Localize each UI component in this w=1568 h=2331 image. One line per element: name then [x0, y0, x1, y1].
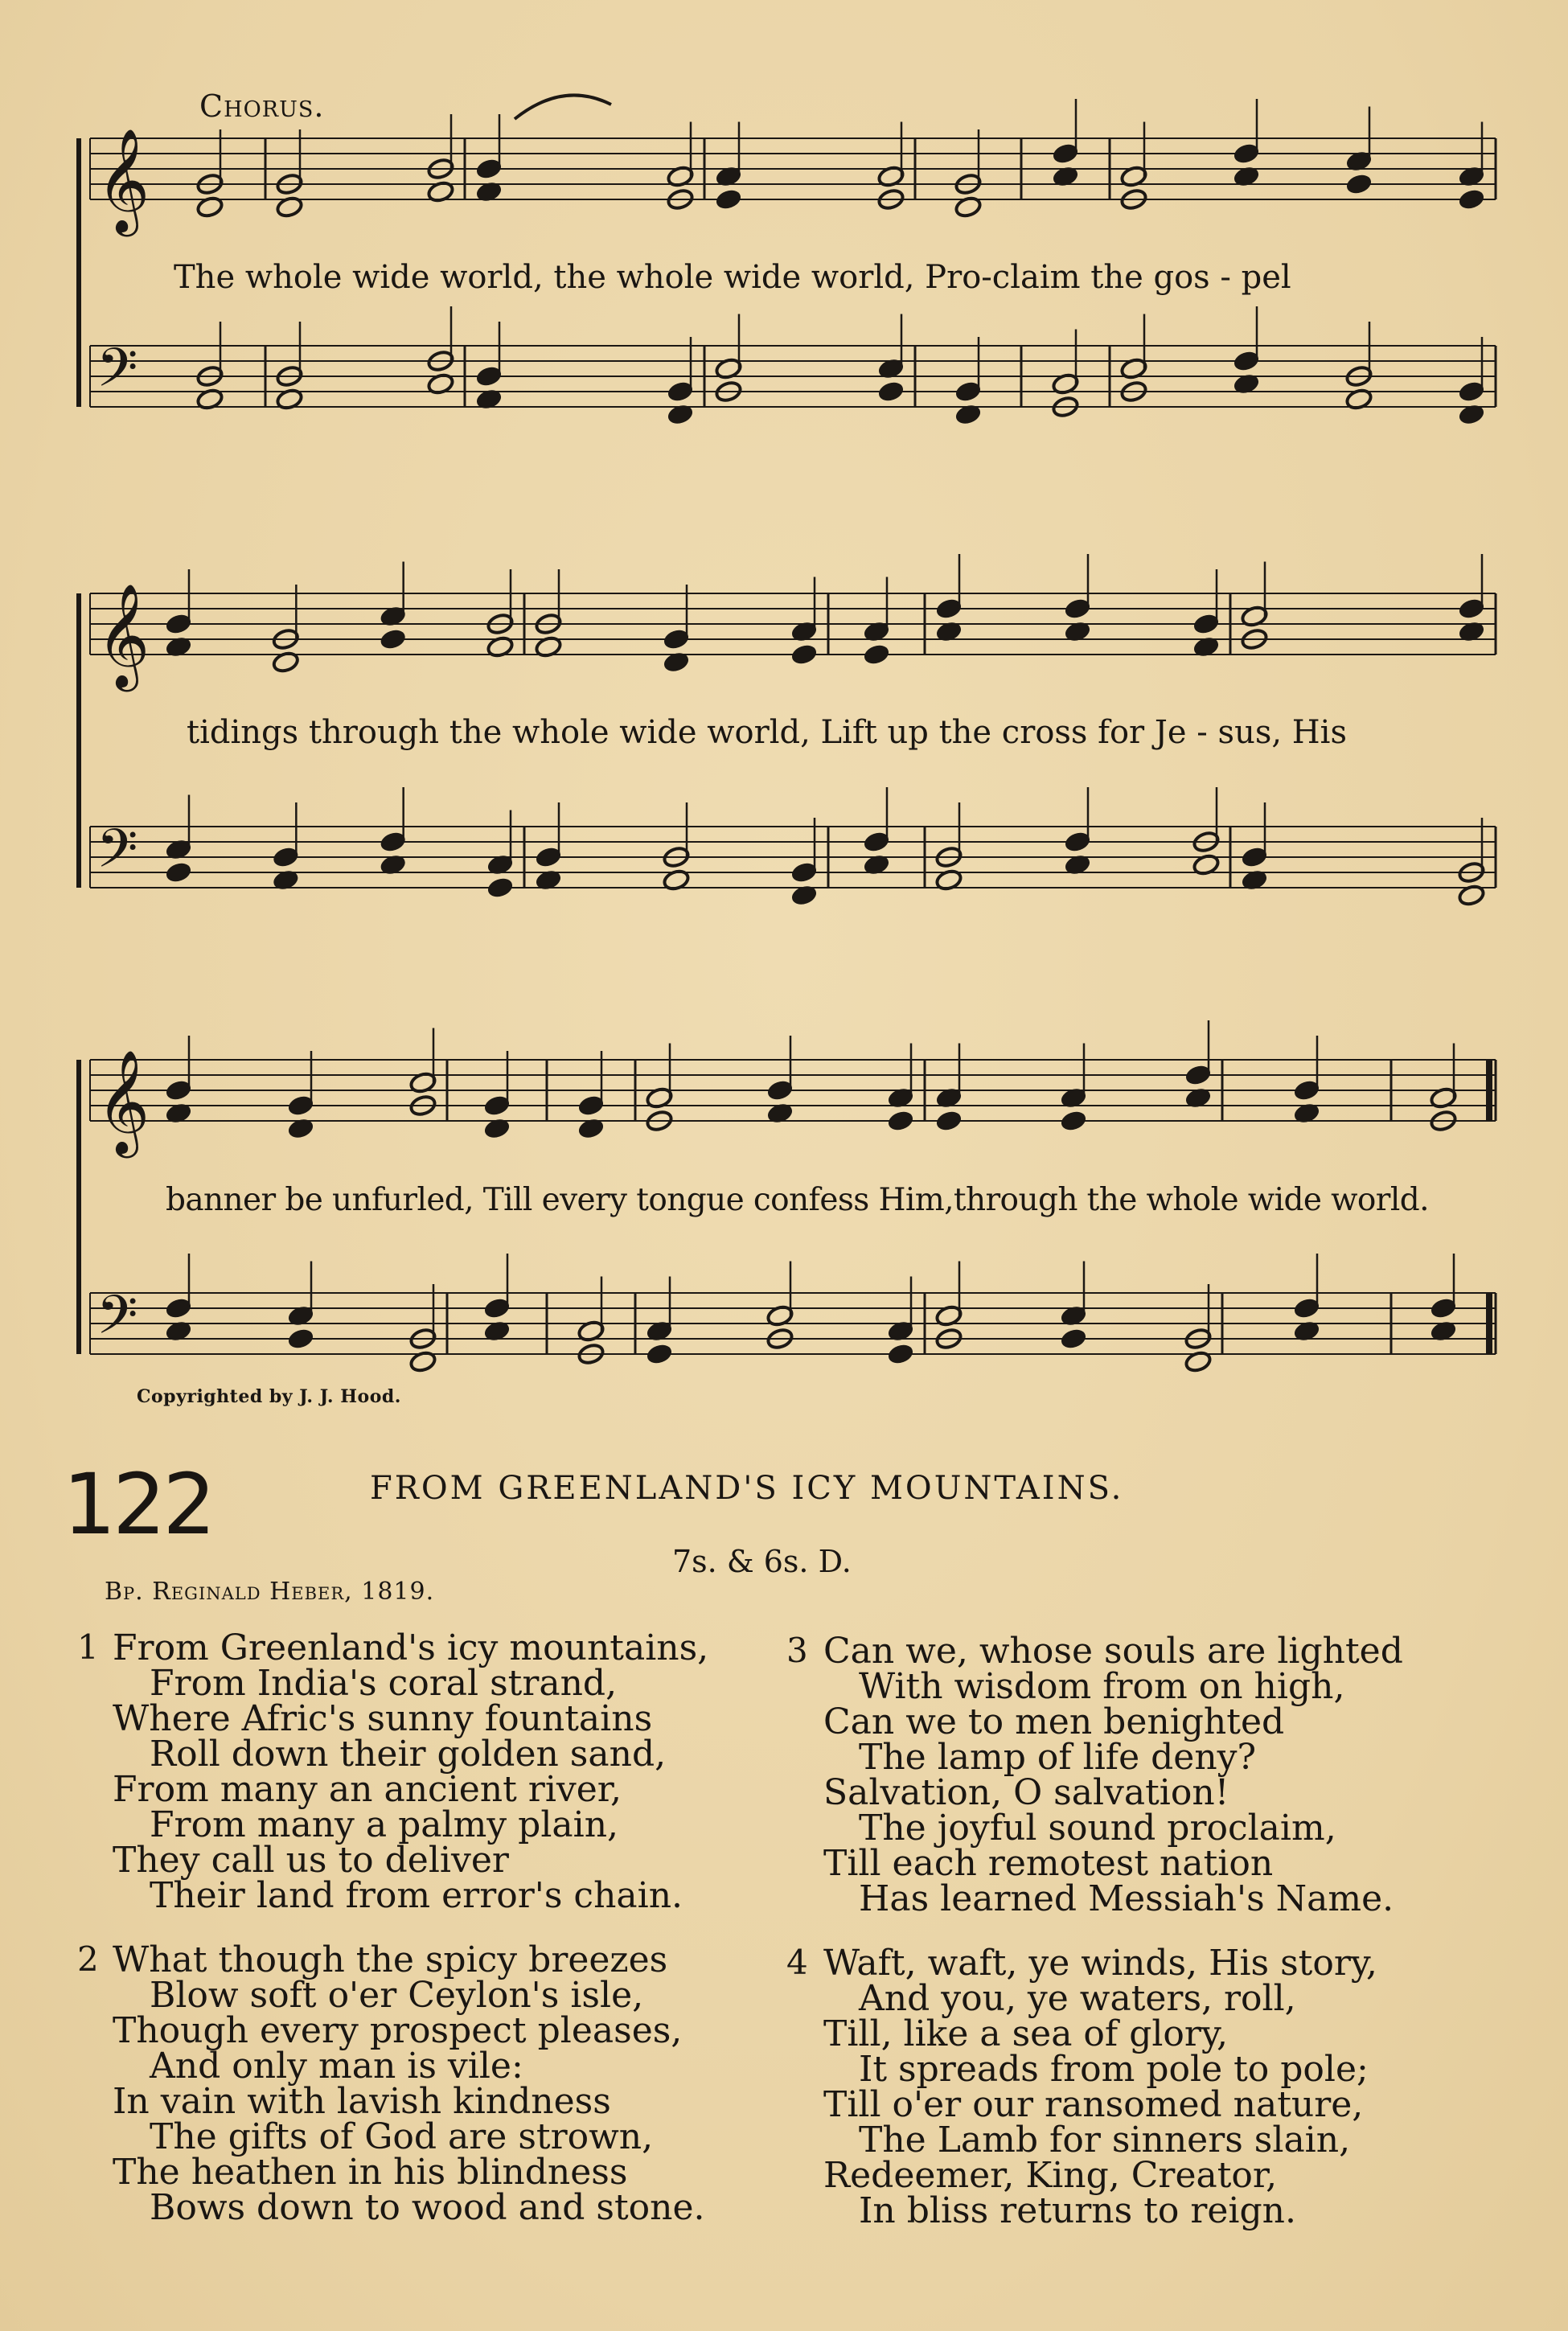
stanza-line: The Lamb for sinners slain,	[859, 2120, 1351, 2161]
stanza-line: From many an ancient river,	[113, 1769, 622, 1810]
stanza-line: Blow soft o'er Ceylon's isle,	[150, 1975, 644, 2016]
stanza-3	[786, 1631, 1478, 1952]
stanza-2	[77, 1939, 769, 2261]
lyric-line-2: tidings through the whole wide world, Lift up the cross for Je - sus, His	[187, 714, 1347, 751]
note-head	[1457, 187, 1485, 211]
stanza-line: Roll down their golden sand,	[150, 1734, 667, 1775]
bass-clef-icon: 𝄢	[96, 1284, 138, 1359]
hymn-author: Bp. Reginald Heber, 1819.	[105, 1578, 435, 1606]
note-head	[886, 1342, 914, 1365]
note-head	[886, 1109, 914, 1132]
stanza-4	[786, 1943, 1478, 2264]
stanza-number: 3	[786, 1631, 808, 1670]
slur	[515, 95, 611, 119]
stanza-line: Has learned Messiah's Name.	[859, 1878, 1394, 1919]
note-head	[486, 876, 514, 899]
stanza-line: The lamp of life deny?	[859, 1737, 1257, 1778]
stanza-number: 2	[77, 1939, 99, 1979]
lyric-line-1: The whole wide world, the whole wide world, Pro-claim the gos - pel	[174, 259, 1291, 296]
stanza-line: Salvation, O salvation!	[823, 1772, 1229, 1813]
note-head	[164, 860, 192, 884]
bass-clef-icon: 𝄢	[96, 818, 138, 893]
stanza-line: In vain with lavish kindness	[113, 2081, 611, 2122]
lyric-line-3: banner be unfurled, Till every tongue confess Him,through the whole wide world.	[166, 1182, 1429, 1218]
stanza-line: From Greenland's icy mountains,	[113, 1627, 709, 1668]
stanza-line: And you, ye waters, roll,	[859, 1978, 1296, 2019]
stanza-line: The joyful sound proclaim,	[859, 1808, 1336, 1849]
stanza-line: Can we, whose souls are lighted	[823, 1631, 1403, 1672]
stanza-line: From India's coral strand,	[150, 1663, 618, 1704]
stanza-line: Till each remotest nation	[823, 1843, 1274, 1884]
stanza-line: In bliss returns to reign.	[859, 2190, 1296, 2231]
stanza-line: Till o'er our ransomed nature,	[823, 2084, 1364, 2125]
note-head	[934, 1109, 963, 1132]
stanza-line: The gifts of God are strown,	[150, 2116, 654, 2157]
stanza-line: And only man is vile:	[150, 2046, 523, 2087]
stanza-line: They call us to deliver	[113, 1840, 509, 1881]
stanza-line: Waft, waft, ye winds, His story,	[823, 1943, 1377, 1984]
hymn-number: 122	[63, 1455, 213, 1553]
stanza-line: From many a palmy plain,	[150, 1804, 619, 1845]
stanza-line: Bows down to wood and stone.	[150, 2187, 705, 2228]
note-head	[790, 642, 818, 666]
hymn-title: FROM GREENLAND'S ICY MOUNTAINS.	[370, 1470, 1124, 1507]
chorus-label: Chorus.	[199, 88, 325, 124]
note-head	[862, 642, 890, 666]
stanza-line: Their land from error's chain.	[150, 1875, 683, 1916]
stanza-1	[77, 1627, 769, 1949]
stanza-line: Can we to men benighted	[823, 1701, 1285, 1742]
treble-clef-icon: 𝄞	[96, 583, 150, 687]
stanza-line: What though the spicy breezes	[113, 1939, 668, 1980]
note-head	[1344, 172, 1373, 195]
bass-clef-icon: 𝄢	[96, 337, 138, 412]
stanza-line: Where Afric's sunny fountains	[113, 1698, 653, 1739]
note-head	[286, 1327, 314, 1350]
stanza-line: Though every prospect pleases,	[113, 2010, 683, 2051]
treble-clef-icon: 𝄞	[96, 128, 150, 232]
stanza-number: 4	[786, 1943, 808, 1982]
note-head	[1059, 1327, 1087, 1350]
stanza-line: Redeemer, King, Creator,	[823, 2155, 1278, 2196]
stanza-line: It spreads from pole to pole;	[859, 2049, 1369, 2090]
note-head	[379, 627, 407, 650]
copyright-notice: Copyrighted by J. J. Hood.	[137, 1386, 401, 1407]
note-head	[645, 1342, 673, 1365]
hymn-meter: 7s. & 6s. D.	[672, 1544, 852, 1579]
note-head	[1059, 1109, 1087, 1132]
treble-clef-icon: 𝄞	[96, 1049, 150, 1154]
note-head	[876, 380, 905, 403]
stanza-number: 1	[77, 1627, 99, 1667]
stanza-line: With wisdom from on high,	[859, 1666, 1345, 1707]
note-head	[714, 187, 742, 211]
stanza-line: Till, like a sea of glory,	[823, 2013, 1228, 2054]
stanza-line: The heathen in his blindness	[113, 2152, 628, 2193]
